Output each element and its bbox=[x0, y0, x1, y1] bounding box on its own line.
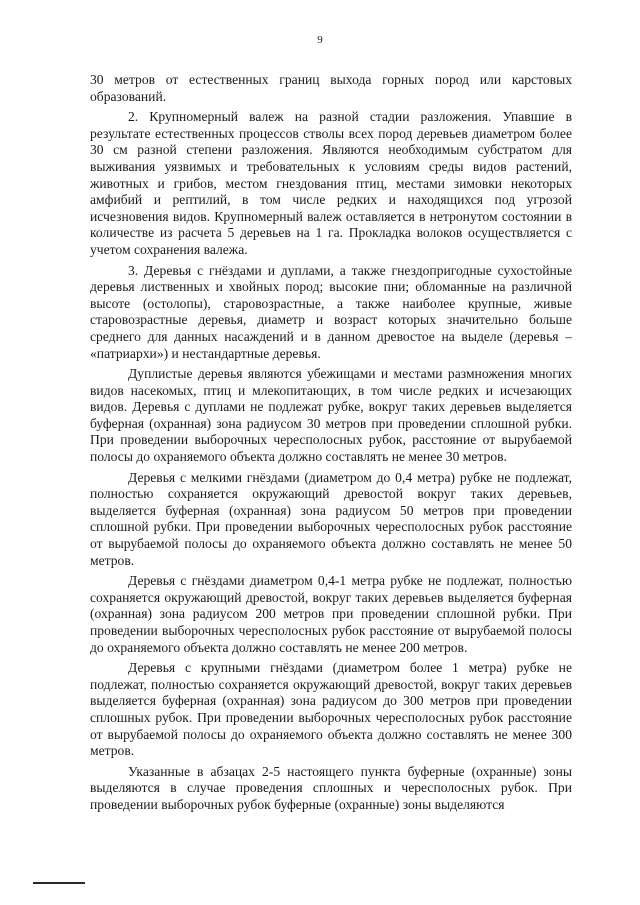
page-number: 9 bbox=[317, 34, 323, 46]
paragraph-buffer-zones: Указанные в абзацах 2-5 настоящего пункта буферные (охранные) зоны выделяются в случае проведения сплошных и чересполосных рубок. При проведении выборочных рубок буферные (охранные) зоны выделяются bbox=[90, 763, 572, 812]
paragraph-large-nests: Деревья с крупными гнёздами (диаметром более 1 метра) рубке не подлежат, полностью сохраняется окружающий древостой, вокруг таких деревьев выделяется буферная (охранная) зона радиусом до 300 метров при проведении сплошных рубок. При проведении выборочных чересполосных рубок расстояние от вырубаемой полосы до охраняемого объекта должно составлять не менее 300 метров. bbox=[90, 660, 572, 759]
paragraph-item-2: 2. Крупномерный валеж на разной стадии разложения. Упавшие в результате естественных процессов стволы всех пород деревьев диаметром более 30 см разной степени разложения. Являются необходимым субстратом для выживания уязвимых и требовательных к условиям среды видов растений, животных и грибов, местом гнездования птиц, местами зимовки некоторых амфибий и рептилий, в том числе редких и находящихся под угрозой исчезновения видов. Крупномерный валеж оставляется в нетронутом состоянии в количестве из расчета 5 деревьев на 1 га. Прокладка волоков осуществляется с учетом сохранения валежа. bbox=[90, 109, 572, 257]
paragraph-medium-nests: Деревья с гнёздами диаметром 0,4-1 метра рубке не подлежат, полностью сохраняется окружающий древостой, вокруг таких деревьев выделяется буферная (охранная) зона радиусом 200 метров при проведении сплошной рубки. При проведении выборочных чересполосных рубок расстояние от вырубаемой полосы до охраняемого объекта должно составлять не менее 200 метров. bbox=[90, 573, 572, 655]
paragraph-continuation: 30 метров от естественных границ выхода горных пород или карстовых образований. bbox=[90, 72, 572, 104]
paragraph-small-nests: Деревья с мелкими гнёздами (диаметром до 0,4 метра) рубке не подлежат, полностью сохраняется окружающий древостой вокруг таких деревьев, выделяется буферная (охранная) зона радиусом 50 метров при проведении сплошной рубки. При проведении выборочных чересполосных рубок расстояние от вырубаемой полосы до охраняемого объекта должно составлять не менее 50 метров. bbox=[90, 469, 572, 568]
document-body bbox=[90, 72, 572, 818]
paragraph-item-3: 3. Деревья с гнёздами и дуплами, а также гнездопригодные сухостойные деревья лиственных и хвойных пород; высокие пни; обломанные на различной высоте (остолопы), старовозрастные, а также наиболее крупные, живые старовозрастные деревья, диаметр и возраст которых значительно больше среднего для данных насаждений и в данном древостое на выделе (деревья – «патриархи») и нестандартные деревья. bbox=[90, 262, 572, 361]
paragraph-hollow-trees: Дуплистые деревья являются убежищами и местами размножения многих видов насекомых, птиц и млекопитающих, в том числе редких и исчезающих видов. Деревья с дуплами не подлежат рубке, вокруг таких деревьев выделяется буферная (охранная) зона радиусом 30 метров при проведении сплошной рубки. При проведении выборочных чересполосных рубок, расстояние от вырубаемой полосы до охраняемого объекта должно составлять не менее 30 метров. bbox=[90, 366, 572, 465]
footer-rule bbox=[33, 882, 85, 884]
